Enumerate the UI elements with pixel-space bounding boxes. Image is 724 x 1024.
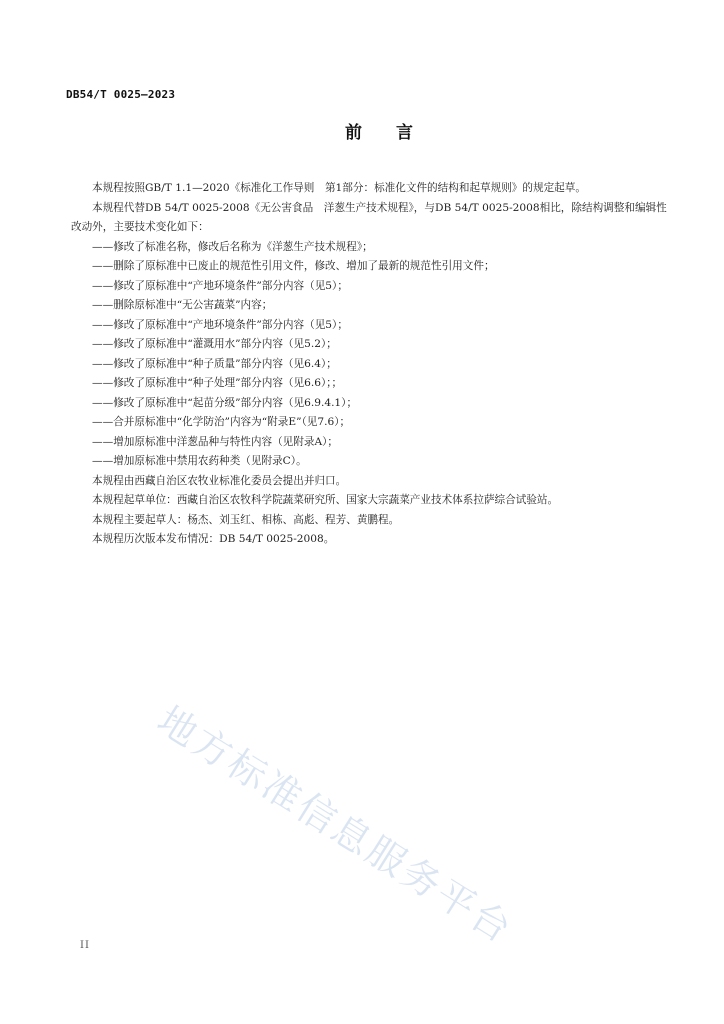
document-code: DB54/T 0025—2023 xyxy=(66,88,176,101)
paragraph-drafting-basis: 本规程按照GB/T 1.1—2020《标准化工作导则 第1部分：标准化文件的结构和起草规则》的规定起草。 xyxy=(92,182,586,194)
paragraph-version-history: 本规程历次版本发布情况：DB 54/T 0025-2008。 xyxy=(92,533,335,545)
change-item: ——修改了标准名称，修改后名称为《洋葱生产技术规程》； xyxy=(92,240,373,253)
paragraph-drafters: 本规程主要起草人：杨杰、刘玉红、相栋、高彪、程芳、黄鹏程。 xyxy=(92,513,400,526)
paragraph-proposer: 本规程由西藏自治区农牧业标准化委员会提出并归口。 xyxy=(92,474,347,487)
change-item: ——删除了原标准中已废止的规范性引用文件，修改、增加了最新的规范性引用文件； xyxy=(92,260,495,272)
change-item: ——合并原标准中“化学防治”内容为“附录E”（见7.6）； xyxy=(92,416,351,428)
change-item: ——修改了原标准中“产地环境条件”部分内容（见5）； xyxy=(92,279,348,292)
change-item: ——删除原标准中“无公害蔬菜”内容； xyxy=(92,299,273,311)
change-item: ——修改了原标准中“产地环境条件”部分内容（见5）； xyxy=(92,318,348,331)
foreword-body xyxy=(71,179,671,550)
change-item: ——修改了原标准中“种子质量”部分内容（见6.4）； xyxy=(92,357,337,370)
change-item: ——修改了原标准中“灌溉用水”部分内容（见5.2）； xyxy=(92,338,337,350)
change-item: ——增加原标准中禁用农药种类（见附录C）。 xyxy=(92,455,307,467)
paragraph-replacement: 本规程代替DB 54/T 0025-2008《无公害食品 洋葱生产技术规程》，与DB 54/T 0025-2008相比，除结构调整和编辑性改动外，主要技术变化如下： xyxy=(71,201,667,233)
change-item: ——修改了原标准中“起苗分级”部分内容（见6.9.4.1）； xyxy=(92,396,358,409)
paragraph-drafting-units: 本规程起草单位：西藏自治区农牧科学院蔬菜研究所、国家大宗蔬菜产业技术体系拉萨综合试验站。 xyxy=(92,494,559,506)
page-title: 前言 xyxy=(345,123,447,143)
change-item: ——修改了原标准中“种子处理”部分内容（见6.6）；； xyxy=(92,377,343,389)
change-item: ——增加原标准中洋葱品种与特性内容（见附录A）； xyxy=(92,435,339,448)
watermark: 地方标准信息服务平台 xyxy=(149,697,521,953)
page-number: II xyxy=(80,940,90,951)
